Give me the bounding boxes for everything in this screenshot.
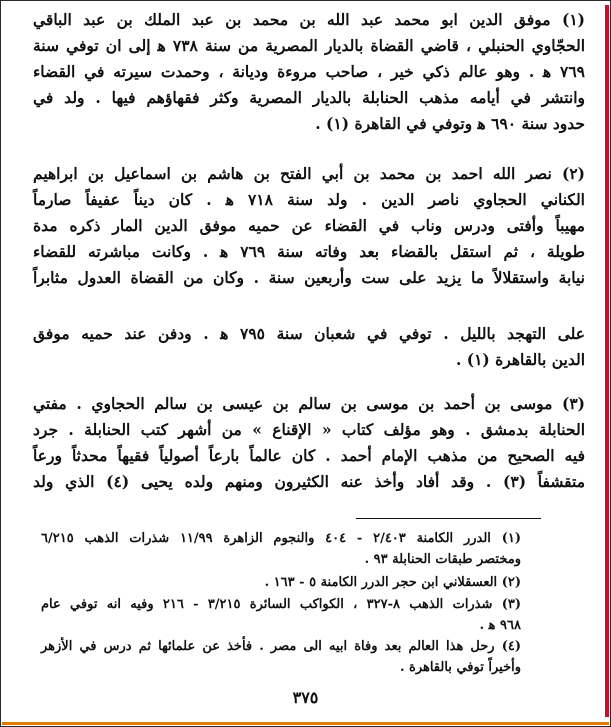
text-line: نيابة واستقلالاً ما يزيد على ست وأربعين سنة . وكان من القضاة العدول مثابراً	[33, 268, 585, 287]
text-line: الحجّاوي الحنبلي ، قاضي القضاة بالديار المصرية من سنة ٧٣٨ ﻫ إلى ان توفي سنة	[33, 36, 586, 55]
footnote-separator	[356, 518, 541, 519]
footnote-line: (٣) شذرات الذهب ٨-٣٢٧ ، الكواكب السائرة ٣/٢١٥ - ٢١٦ وفيه انه توفي عام	[41, 597, 522, 612]
text-line: وانتشر في أيامه مذهب الحنابلة بالديار المصرية وكثر فقهاؤهم فيها . ولد في	[33, 88, 585, 107]
text-line: (١) موفق الدين ابو محمد عبد الله بن محمد بن عبد الملك بن عبد الباقي	[33, 10, 585, 29]
text-line: الدين بالقاهرة (١) .	[455, 350, 585, 369]
footnote-line: ومختصر طبقات الحنابلة ٩٣ .	[364, 552, 521, 567]
footnote-line: (٤) رحل هذا العالم بعد وفاة ابيه الى مصر . فأخذ عن علمائها ثم درس في الأزهر	[41, 639, 521, 654]
text-line: الكناني الحجاوي ناصر الدين . ولد سنة ٧١٨ ﻫ . كان ديناً عفيفاً صارماً	[33, 190, 585, 209]
page-edge-bottom	[2, 722, 609, 725]
text-line: الحنابلة بدمشق . وهو مؤلف كتاب « الإقناع » من أشهر كتب الحنابلة . جرد	[33, 420, 585, 439]
text-line: على التهجد بالليل . توفي في شعبان سنة ٧٩٥ ﻫ . ودفن عند حميه موفق	[33, 324, 585, 343]
text-line: حدود سنة ٦٩٠ ﻫ وتوفي في القاهرة (١) .	[315, 114, 585, 133]
text-line: ٧٦٩ ﻫ . وهو عالم ذكي خير ، صاحب مروءة وديانة ، وحمدت سيرته في القضاء	[33, 62, 585, 81]
text-line: فيه الصحيح من مذهب الإمام أحمد . كان عالماً بارعاً أصولياً فقيهاً محدثاً ورعاً	[33, 446, 585, 465]
text-line: مهيباً وأفتى ودرس وناب في القضاء عن حميه موفق الدين المار ذكره مدة	[33, 216, 585, 235]
text-line: متقشفاً (٣) . وقد أفاد وأخذ عنه الكثيرون ومنهم ولده يحيى (٤) الذي ولد	[33, 472, 585, 491]
text-line: (٢) نصر الله احمد بن محمد بن أبي الفتح بن هاشم بن اسماعيل بن ابراهيم	[33, 164, 585, 183]
footnote-line: وأخيراً توفي بالقاهرة .	[399, 660, 521, 675]
text-line: (٣) موسى بن أحمد بن موسى بن سالم بن عيسى بن سالم الحجاوي . مفتي	[33, 394, 585, 413]
page-number: ٣٧٥	[292, 688, 319, 707]
footnote-line: (٢) العسقلاني ابن حجر الدرر الكامنة ٥ - ١٦٣ .	[264, 575, 521, 590]
footnote-line: ٩٦٨ ﻫ .	[479, 618, 521, 633]
footnote-line: (١) الدرر الكامنة ٢/٤٠٣ - ٤٠٤ والنجوم الزاهرة ١١/٩٩ شذرات الذهب ٦/٢١٥	[41, 531, 521, 546]
text-line: طويلة ، ثم استقل بالقضاء بعد وفاته سنة ٧٦٩ ﻫ . وكانت مباشرته للقضاء	[33, 242, 586, 261]
page-edge-right	[605, 5, 609, 717]
